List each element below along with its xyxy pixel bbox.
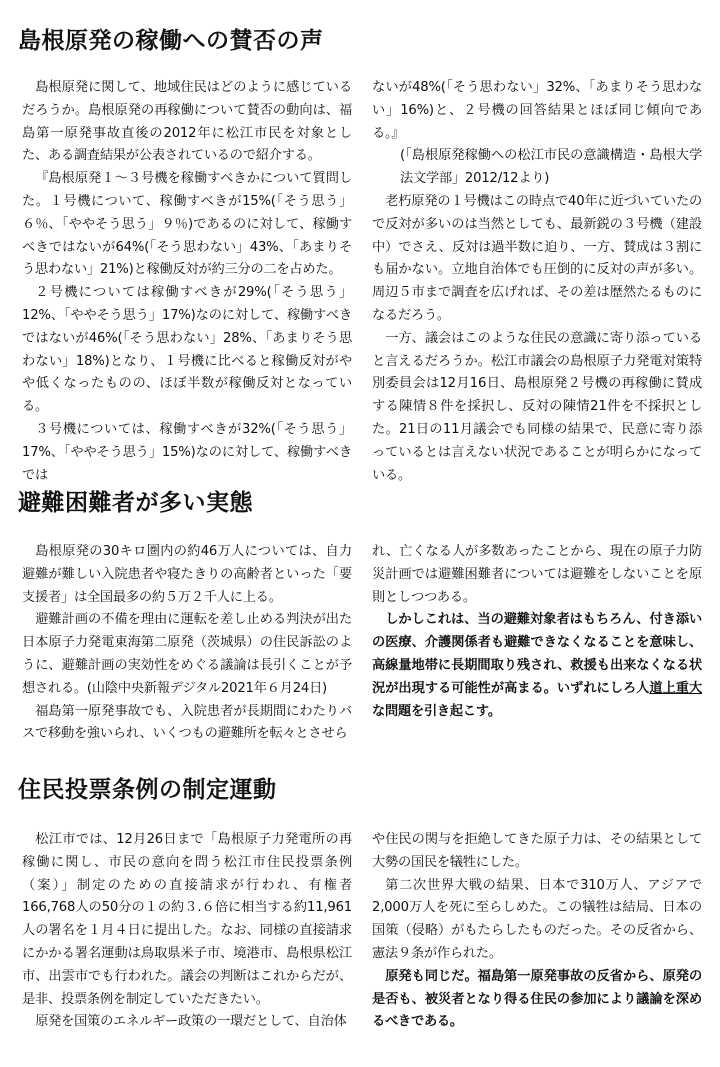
paragraph: 島根原発の30キロ圏内の約46万人については、自力避難が難しい入院患者や寝たきりの高齢者といった「要支援者」は全国最多の約５万２千人に上る。 bbox=[22, 544, 352, 605]
emphasis-paragraph bbox=[372, 609, 702, 723]
paragraph: 原発を国策のエネルギー政策の一環だとして、自治体 bbox=[35, 1014, 347, 1030]
s1-right-column bbox=[372, 77, 702, 487]
paragraph-continued: ないが48%(「そう思わない」32%、「あまりそう思わない」16%)と、２号機の回答結果とほぼ同じ傾向である。』 bbox=[372, 80, 702, 141]
paragraph: ２号機については稼働すべきが29%(「そう思う」12%、「ややそう思う」17%)なのに対して、稼働すべきではないが46%(「そう思わない」28%、「あまりそう思わない」18%)となり、１号機に比べると稼働反対がやや低くなったものの、ほぼ半数が稼働反対となっている。 bbox=[22, 285, 352, 415]
paragraph-continued: や住民の関与を拒絶してきた原子力は、その結果として大勢の国民を犠牲にした。 bbox=[372, 832, 702, 870]
section-title-2: 避難困難者が多い実態 bbox=[18, 490, 253, 516]
s1-left-column bbox=[22, 77, 352, 487]
paragraph: 松江市では、12月26日まで「島根原子力発電所の再稼働に関し、市民の意向を問う松江市住民投票条例（案）」制定のための直接請求が行われ、有権者166,768人の50分の１の約３.６倍に相当する約11,961人の署名を１月４日に提出した。なお、同様の直接請求にかかる署名運動は鳥取県米子市、境港市、島根県松江市、出雲市でも行われた。議会の判断はこれからだが、是非、投票条例を制定していただきたい。 bbox=[22, 832, 352, 1007]
emphasis-paragraph: 原発も同じだ。福島第一原発事故の反省から、原発の是否も、被災者となり得る住民の参加により議論を深めるべきである。 bbox=[372, 968, 702, 1030]
section-title-3: 住民投票条例の制定運動 bbox=[18, 777, 277, 803]
paragraph: 避難計画の不備を理由に運転を差し止める判決が出た日本原子力発電東海第二原発（茨城県）の住民訴訟のように、避難計画の実効性をめぐる議論は長引くことが予想される。(山陰中央新報デジタル2021年６月24日) bbox=[22, 612, 352, 696]
paragraph: 第二次世界大戦の結果、日本で310万人、アジアで2,000万人を死に至らしめた。この犠牲は結局、日本の国策（侵略）がもたらしたものだった。その反省から、憲法９条が作られた。 bbox=[372, 877, 702, 961]
s3-right-column bbox=[372, 829, 702, 1034]
paragraph: 一方、議会はこのような住民の意識に寄り添っていると言えるだろうか。松江市議会の島根原子力発電対策特別委員会は12月16日、島根原発２号機の再稼働に賛成する陳情８件を採択し、反対の陳情21件を不採択とした。21日の11月議会でも同様の結果で、民意に寄り添っているとは言えない状況であることが明らかになっている。 bbox=[372, 330, 702, 483]
emphasis-text: な問題を引き起こす。 bbox=[372, 703, 501, 719]
s3-left-column bbox=[22, 829, 352, 1034]
underlined-text: 道上重大 bbox=[649, 680, 702, 696]
paragraph: 『島根原発１～３号機を稼働すべきかについて質問した。１号機について、稼働すべきが15%(「そう思う」６％、「ややそう思う」９％)であるのに対して、稼働すべきではないが64%(「そう思わない」43%、「あまりそう思わない」21%)と稼働反対が約三分の二を占めた。 bbox=[22, 171, 352, 278]
paragraph: 福島第一原発事故でも、入院患者が長期間にわたりバスで移動を強いられ、いくつもの避難所を転々とさせら bbox=[22, 703, 352, 742]
emphasis-text: しかしこれは、当の避難対象者はもちろん、付き添いの医療、介護関係者も避難できなくなることを意味し、高線量地帯に長期間取り残され、救援も出来なくなる状況が出現する可能性が高まる。いずれにしろ人 bbox=[372, 612, 702, 696]
paragraph: 島根原発に関して、地域住民はどのように感じているだろうか。島根原発の再稼働について賛否の動向は、福島第一原発事故直後の2012年に松江市民を対象とした、ある調査結果が公表されているので紹介する。 bbox=[22, 80, 352, 164]
paragraph: ３号機については、稼働すべきが32%(「そう思う」17%、「ややそう思う」15%)なのに対して、稼働すべきでは bbox=[22, 421, 352, 483]
paragraph-continued: れ、亡くなる人が多数あったことから、現在の原子力防災計画では避難困難者については避難をしないことを原則としつつある。 bbox=[372, 544, 702, 605]
citation: (「島根原発稼働への松江市民の意識構造・島根大学法文学部」2012/12より) bbox=[400, 148, 702, 187]
s2-right-column bbox=[372, 541, 702, 723]
paragraph: 老朽原発の１号機はこの時点で40年に近づいていたので反対が多いのは当然としても、最新鋭の３号機（建設中）でさえ、反対は過半数に迫り、一方、賛成は３割にも届かない。立地自治体でも圧倒的に反対の声が多い。周辺５市まで調査を広げれば、その差は歴然たるものになるだろう。 bbox=[372, 193, 702, 323]
s2-left-column bbox=[22, 541, 352, 746]
section-title-1: 島根原発の稼働への賛否の声 bbox=[18, 28, 324, 54]
